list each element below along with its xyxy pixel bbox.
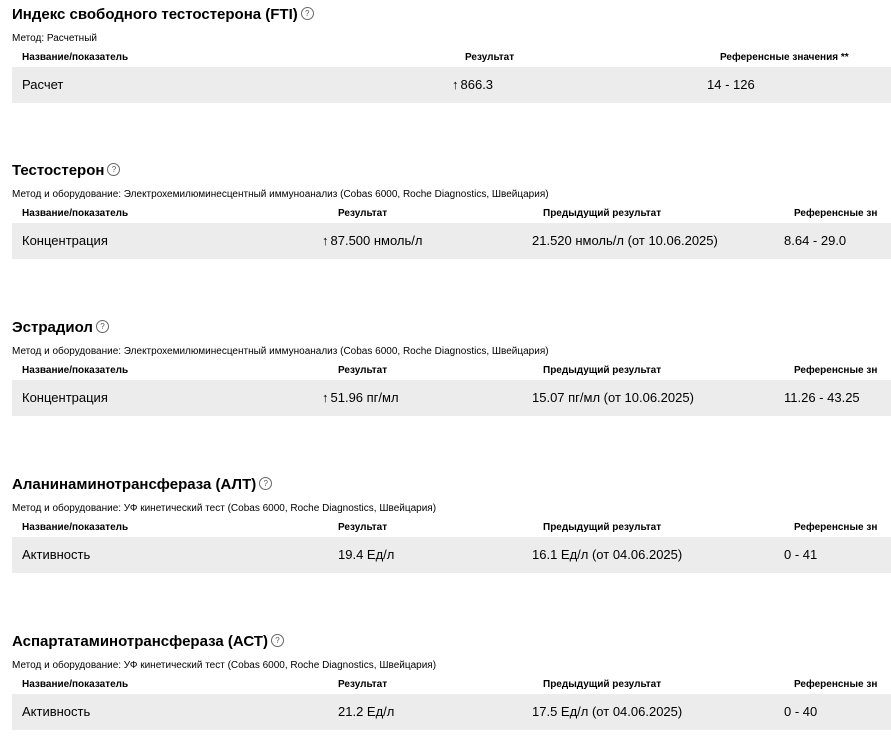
result-value: ↑ 51.96 пг/мл	[322, 390, 399, 405]
section-ast	[0, 633, 891, 743]
previous-result: 16.1 Ед/л (от 04.06.2025)	[532, 547, 683, 562]
previous-result: 21.520 нмоль/л (от 10.06.2025)	[532, 233, 718, 248]
result-value: ↑ 866.3	[452, 77, 494, 92]
column-header-previous: Предыдущий результат	[543, 679, 662, 690]
column-header-previous: Предыдущий результат	[543, 365, 662, 376]
method-text: Метод и оборудование: УФ кинетический тест (Cobas 6000, Roche Diagnostics, Швейцария)	[12, 503, 437, 514]
reference-value: 0 - 40	[784, 704, 818, 719]
column-header-reference: Референсные зн	[794, 679, 878, 690]
column-header-result: Результат	[338, 679, 388, 690]
table-row	[12, 380, 891, 416]
section-testosterone	[0, 162, 891, 272]
column-header-reference: Референсные зн	[794, 365, 878, 376]
column-header-name: Название/показатель	[22, 52, 129, 63]
previous-result: 17.5 Ед/л (от 04.06.2025)	[532, 704, 683, 719]
section-alt	[0, 476, 891, 586]
result-value: 21.2 Ед/л	[338, 704, 395, 719]
method-text: Метод: Расчетный	[12, 33, 97, 44]
indicator-name: Концентрация	[22, 233, 108, 248]
column-header-name: Название/показатель	[22, 679, 129, 690]
reference-value: 8.64 - 29.0	[784, 233, 847, 248]
column-header-result: Результат	[465, 52, 515, 63]
table-row	[12, 67, 891, 103]
section-title: Эстрадиол ?	[12, 319, 109, 337]
method-text: Метод и оборудование: УФ кинетический тест (Cobas 6000, Roche Diagnostics, Швейцария)	[12, 660, 437, 671]
indicator-name: Концентрация	[22, 390, 108, 405]
indicator-name: Активность	[22, 704, 91, 719]
column-header-previous: Предыдущий результат	[543, 208, 662, 219]
section-title: Аспартатаминотрансфераза (АСТ) ?	[12, 633, 284, 651]
question-circle-icon[interactable]: ?	[271, 634, 284, 647]
arrow-up-icon: ↑	[452, 77, 459, 92]
question-circle-icon[interactable]: ?	[96, 320, 109, 333]
column-header-reference: Референсные зн	[794, 208, 878, 219]
question-circle-icon[interactable]: ?	[107, 163, 120, 176]
column-header-name: Название/показатель	[22, 365, 129, 376]
column-header-name: Название/показатель	[22, 522, 129, 533]
column-header-result: Результат	[338, 365, 388, 376]
table-row	[12, 223, 891, 259]
method-text: Метод и оборудование: Электрохемилюминесцентный иммуноанализ (Cobas 6000, Roche Diagnostics, Швейцария)	[12, 346, 549, 357]
column-header-name: Название/показатель	[22, 208, 129, 219]
table-row	[12, 537, 891, 573]
question-circle-icon[interactable]: ?	[301, 7, 314, 20]
section-estradiol	[0, 319, 891, 429]
table-row	[12, 694, 891, 730]
question-circle-icon[interactable]: ?	[259, 477, 272, 490]
indicator-name: Активность	[22, 547, 91, 562]
column-header-result: Результат	[338, 208, 388, 219]
reference-value: 14 - 126	[707, 77, 755, 92]
column-header-previous: Предыдущий результат	[543, 522, 662, 533]
section-title: Тестостерон ?	[12, 162, 120, 180]
result-value: 19.4 Ед/л	[338, 547, 395, 562]
column-header-result: Результат	[338, 522, 388, 533]
section-fti	[0, 6, 891, 116]
reference-value: 0 - 41	[784, 547, 818, 562]
indicator-name: Расчет	[22, 77, 64, 92]
column-header-reference: Референсные значения **	[720, 52, 849, 63]
section-title: Аланинаминотрансфераза (АЛТ) ?	[12, 476, 272, 494]
arrow-up-icon: ↑	[322, 390, 329, 405]
reference-value: 11.26 - 43.25	[784, 390, 860, 405]
result-value: ↑ 87.500 нмоль/л	[322, 233, 423, 248]
previous-result: 15.07 пг/мл (от 10.06.2025)	[532, 390, 694, 405]
arrow-up-icon: ↑	[322, 233, 329, 248]
method-text: Метод и оборудование: Электрохемилюминесцентный иммуноанализ (Cobas 6000, Roche Diagnostics, Швейцария)	[12, 189, 549, 200]
column-header-reference: Референсные зн	[794, 522, 878, 533]
section-title: Индекс свободного тестостерона (FTI) ?	[12, 6, 314, 24]
